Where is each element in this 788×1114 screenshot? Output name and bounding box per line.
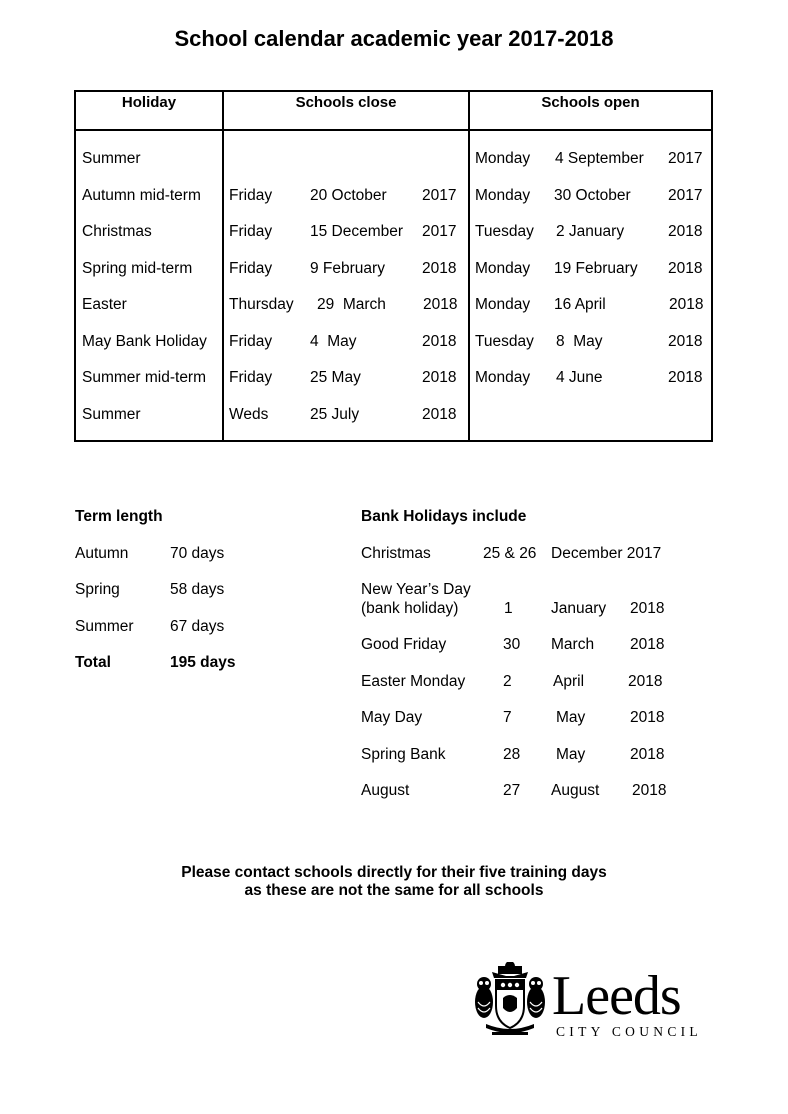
- bank-holiday-name: New Year’s Day: [361, 581, 471, 598]
- header-schools-close: Schools close: [295, 94, 397, 111]
- bank-holiday-year: 2018: [630, 600, 665, 617]
- bank-holiday-name: August: [361, 782, 410, 799]
- bank-holiday-day: 28: [503, 746, 521, 763]
- bank-holiday-day: 7: [503, 709, 512, 726]
- close-date: 29 March: [317, 296, 386, 313]
- bank-holiday-name: Easter Monday: [361, 673, 466, 690]
- bank-holiday-month: May: [556, 746, 586, 763]
- close-date: 15 December: [310, 223, 404, 240]
- bank-holiday-day: 25 & 26: [483, 545, 537, 562]
- open-year: 2017: [668, 150, 703, 167]
- bank-holiday-name: Spring Bank: [361, 746, 446, 763]
- bank-holiday-month: March: [551, 636, 595, 653]
- close-year: 2018: [422, 369, 457, 386]
- holiday-name: Summer: [82, 150, 141, 167]
- header-divider: [76, 129, 711, 131]
- close-year: 2017: [422, 223, 457, 240]
- training-days-note: Please contact schools directly for their five training days: [181, 864, 607, 881]
- bank-holiday-name: May Day: [361, 709, 423, 726]
- close-year: 2017: [422, 187, 457, 204]
- term-length-heading: Term length: [75, 508, 163, 525]
- holiday-name: May Bank Holiday: [82, 333, 207, 350]
- bank-holiday-month: January: [551, 600, 607, 617]
- holiday-name: Christmas: [82, 223, 152, 240]
- open-day: Tuesday: [475, 223, 534, 240]
- close-day: Friday: [229, 333, 273, 350]
- close-day: Friday: [229, 223, 273, 240]
- term-name: Summer: [75, 618, 134, 635]
- holiday-name: Summer: [82, 406, 141, 423]
- bank-holiday-year: 2018: [628, 673, 663, 690]
- bank-holiday-year: 2018: [632, 782, 667, 799]
- close-year: 2018: [422, 406, 457, 423]
- bank-holiday-name: Good Friday: [361, 636, 447, 653]
- open-year: 2018: [668, 333, 703, 350]
- training-days-note-2: as these are not the same for all schools: [244, 882, 544, 899]
- holiday-name: Spring mid-term: [82, 260, 193, 277]
- open-year: 2018: [668, 369, 703, 386]
- open-date: 4 June: [556, 369, 603, 386]
- open-day: Monday: [475, 150, 531, 167]
- term-name: Spring: [75, 581, 120, 598]
- bank-holiday-day: 1: [504, 600, 513, 617]
- close-date: 25 May: [310, 369, 361, 386]
- open-year: 2017: [668, 187, 703, 204]
- bank-holiday-name: Christmas: [361, 545, 431, 562]
- holiday-name: Summer mid-term: [82, 369, 207, 386]
- open-date: 2 January: [556, 223, 625, 240]
- column-divider: [222, 92, 224, 440]
- open-date: 16 April: [554, 296, 606, 313]
- open-date: 4 September: [555, 150, 644, 167]
- bank-holiday-year: 2018: [630, 746, 665, 763]
- logo-subtitle: CITY COUNCIL: [556, 1024, 702, 1039]
- open-day: Monday: [475, 369, 531, 386]
- column-divider: [468, 92, 470, 440]
- bank-holidays-heading: Bank Holidays include: [361, 508, 527, 525]
- logo-wordmark: Leeds: [552, 965, 681, 1027]
- open-day: Monday: [475, 296, 531, 313]
- term-days: 70 days: [170, 545, 225, 562]
- close-year: 2018: [423, 296, 458, 313]
- close-date: 9 February: [310, 260, 385, 277]
- close-date: 20 October: [310, 187, 387, 204]
- open-day: Monday: [475, 260, 531, 277]
- holiday-name: Easter: [82, 296, 127, 313]
- bank-holiday-year: 2018: [630, 636, 665, 653]
- close-day: Thursday: [229, 296, 294, 313]
- close-day: Friday: [229, 369, 273, 386]
- bank-holiday-name-note: (bank holiday): [361, 600, 459, 617]
- bank-holiday-day: 27: [503, 782, 521, 799]
- open-year: 2018: [669, 296, 704, 313]
- bank-holiday-month: December 2017: [551, 545, 662, 562]
- close-day: Friday: [229, 260, 273, 277]
- close-date: 4 May: [310, 333, 357, 350]
- open-date: 19 February: [554, 260, 638, 277]
- bank-holiday-month: May: [556, 709, 586, 726]
- open-day: Tuesday: [475, 333, 534, 350]
- header-schools-open: Schools open: [541, 94, 640, 111]
- open-date: 8 May: [556, 333, 603, 350]
- header-holiday: Holiday: [121, 94, 177, 111]
- page-title: School calendar academic year 2017-2018: [174, 26, 614, 51]
- close-year: 2018: [422, 260, 457, 277]
- open-year: 2018: [668, 260, 703, 277]
- open-day: Monday: [475, 187, 531, 204]
- close-day: Weds: [229, 406, 269, 423]
- open-date: 30 October: [554, 187, 631, 204]
- term-days: 67 days: [170, 618, 225, 635]
- bank-holiday-day: 30: [503, 636, 521, 653]
- bank-holiday-day: 2: [503, 673, 512, 690]
- total-days: 195 days: [170, 654, 236, 671]
- holiday-name: Autumn mid-term: [82, 187, 201, 204]
- term-days: 58 days: [170, 581, 225, 598]
- term-name: Autumn: [75, 545, 129, 562]
- close-year: 2018: [422, 333, 457, 350]
- open-year: 2018: [668, 223, 703, 240]
- close-date: 25 July: [310, 406, 360, 423]
- bank-holiday-year: 2018: [630, 709, 665, 726]
- bank-holiday-month: August: [551, 782, 600, 799]
- total-label: Total: [75, 654, 111, 671]
- close-day: Friday: [229, 187, 273, 204]
- bank-holiday-month: April: [553, 673, 585, 690]
